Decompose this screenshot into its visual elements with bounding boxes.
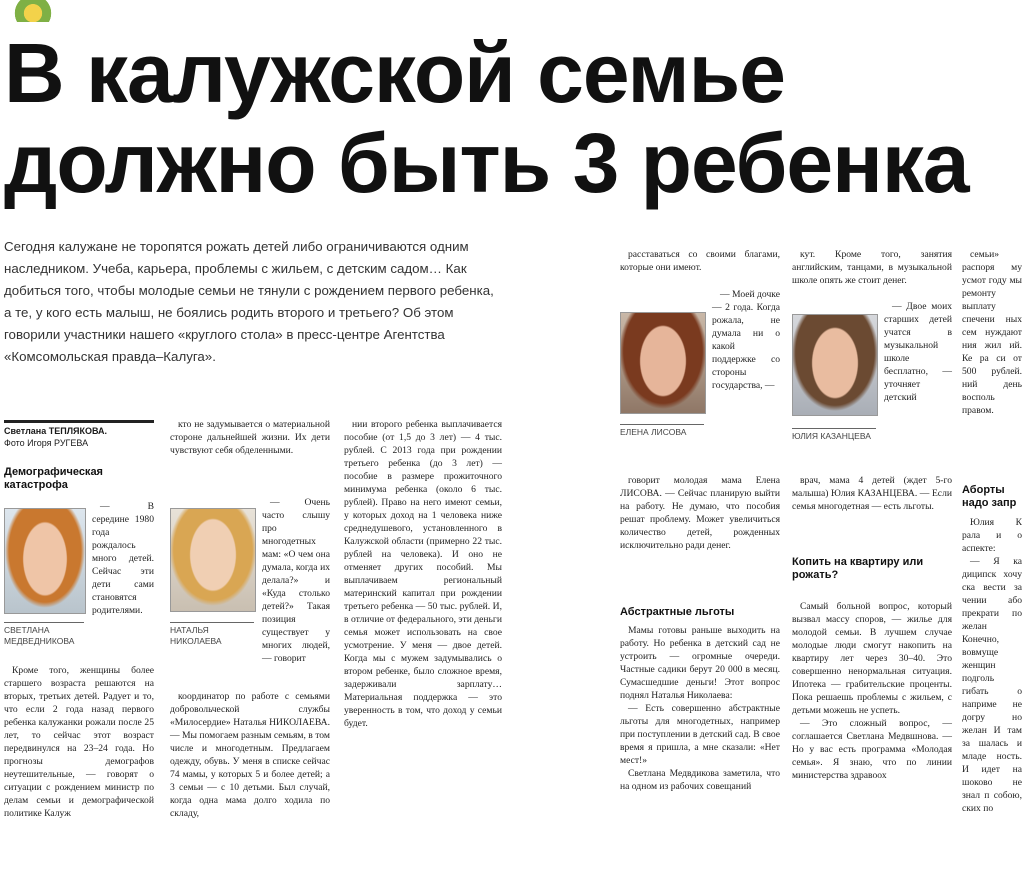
column-4-quote [712,288,780,392]
column-2-text [170,690,330,820]
paragraph: Мамы готовы раньше выходить на работу. Но ребенка в детский сад не устроить — огромные очереди. Частные садики берут 20 000 в месяц. Сумасшедшие деньги! Этот вопрос поднял Наталья Николаева: [620,625,780,701]
paragraph: кут. Кроме того, занятия английским, танцами, в музыкальной школе опять же стоит денег. [792,249,952,286]
paragraph: — Моей дочке — 2 года. Когда рожала, не думала ни о какой поддержке со стороны государства, — [712,289,780,391]
byline-photo-credit: Фото Игоря РУГЕВА [4,438,89,448]
section-heading-abortions: Аборты надо запр [962,484,1017,509]
column-5-top-text [792,248,952,287]
caption-kazantseva: ЮЛИЯ КАЗАНЦЕВА [792,428,876,442]
paragraph: — Очень часто слышу про многодетных мам: «О чем она думала, когда их делала?» и «Куда столько детей?» Такая позиция существует у многих людей, — говорит [262,497,330,664]
paragraph: расставаться со своими благами, которые они имеют. [620,249,780,273]
paragraph: — Я ка диципск хочу ска вести за чении або прекрати по желан Конечно, вовмуще женщин подголь гибать о наприме не догру но желан И там за шалась и младе ность. И идет на шоково не знал п собою, ских по [962,556,1022,814]
caption-medvednikova: СВЕТЛАНА МЕДВЕДНИКОВА [4,622,84,647]
column-4-middle-text [620,474,780,552]
paragraph: нии второго ребенка выплачивается пособие (от 1,5 до 3 лет) — 4 тыс. рублей. С 2013 года при рождении третьего ребенка (до 3 лет) — пособие в размере прожиточного минимума ребенка (около 6 тыс. рублей). Право на него имеют семьи, у которых доход на 1 человека ниже среднедушевого, установленного в Калужской области (примерно 22 тыс. рублей на человека). И оно не отменяет других пособий. Мы выплачиваем региональный материнский капитал при рождении третьего ребенка — 50 тыс. рублей. И, в отличие от федерального, эти деньги семья может использовать на свое усмотрение. У меня — двое детей. Когда мы с мужем задумывались о втором ребенке, было сложное время, задерживали зарплату… Материальная поддержка — это уверенность в том, что доход у семьи будет. [344,419,502,729]
paragraph: говорит молодая мама Елена ЛИСОВА. — Сейчас планирую выйти на работу. Не думаю, что пособия решат проблему. Может увеличиться количество детей, рожденных исключительно ради денег. [620,475,780,551]
headline-line-2: должно быть 3 ребенка [4,116,969,210]
photo-kazantseva [792,314,878,416]
paragraph: — Двое моих старших детей учатся в музыкальной школе бесплатно, — уточняет детский [884,301,952,403]
column-1-text [4,664,154,820]
column-4-top-text [620,248,780,274]
column-5-quote [884,300,952,404]
column-6-text [962,516,1022,815]
byline-author: Светлана ТЕПЛЯКОВА. [4,426,108,436]
paragraph: — В середине 1980 года рождалось много детей. Сейчас эти дети сами становятся родителями. [92,501,154,616]
section-heading-benefits: Абстрактные льготы [620,606,735,618]
headline-line-1: В калужской семье [4,26,785,120]
paragraph: Самый больной вопрос, который вызвал массу споров, — жилье для молодой семьи. В лучшем случае молодые люди смогут накопить на квартиру лет через 30–40. Это совершенно ненормальная ситуация. Ипотека — грабительские проценты. Пока решаешь проблемы с жильем, с детьми можешь не успеть. [792,601,952,716]
column-3-text [344,418,502,730]
photo-nikolaeva [170,508,256,612]
paragraph: семьи» распоря му усмот году мы ремонту выплату спечени ных сем нуждают ния жил ий. Ке ра си от 500 рублей. ний день восполь правом. [962,249,1022,416]
paragraph: — Есть совершенно абстрактные льготы для многодетных, например при поступлении в детский сад. В свое время я пришла, а мне сказали: «Нет мест!» [620,703,780,766]
column-5-middle-text [792,474,952,513]
caption-nikolaeva: НАТАЛЬЯ НИКОЛАЕВА [170,622,254,647]
photo-lisova [620,312,706,414]
column-2-top-text [170,418,330,457]
article-headline [4,28,1014,208]
column-5-bottom-text [792,600,952,782]
article-lead: Сегодня калужане не торопятся рожать детей либо ограничиваются одним наследником. Учеба, карьера, проблемы с жильем, с детским садом… Как добиться того, чтобы молодые семьи не тянули с рождением первого ребенка, а те, у кого есть малыш, не боялись родить второго и третьего? Об этом говорили участники нашего «круглого стола» в пресс-центре Агентства «Комсомольская правда–Калуга». [4,239,494,364]
newspaper-logo-icon [6,0,60,22]
paragraph: кто не задумывается о материальной стороне дальнейшей жизни. Их дети чувствуют себя обделенными. [170,419,330,456]
section-heading-savings: Копить на квартиру или рожать? [792,556,924,581]
paragraph: Кроме того, женщины более старшего возраста решаются на вторых, третьих детей. Радует и то, что если 2 года назад первого ребенка калужанки рожали после 25 лет, то сейчас этот возраст передвинулся на 23–24 года. Но прогнозы демографов неутешительные, — говорят о ситуации с рождением министр по делам семьи и демографической политике Калуж [4,665,154,819]
byline [4,420,154,449]
paragraph: врач, мама 4 детей (ждет 5-го малыша) Юлия КАЗАНЦЕВА. — Если семья многодетная — есть льготы. [792,475,952,512]
section-heading-demography: Демографическая катастрофа [4,466,103,491]
caption-lisova: ЕЛЕНА ЛИСОВА [620,424,704,438]
paragraph: координатор по работе с семьями добровольческой службы «Милосердие» Наталья НИКОЛАЕВА. — Мы помогаем разным семьям, в том числе и многодетным. Предлагаем одежду, обувь. У меня в списке сейчас 74 мамы, у которых 5 и более детей; а 3 семьи — с 10 детьми. Был случай, когда одна мама долго ходила по складу, [170,691,330,819]
photo-medvednikova [4,508,86,614]
paragraph: Светлана Медвдикова заметила, что на одном из рабочих совещаний [620,768,780,792]
paragraph: — Это сложный вопрос, — соглашается Светлана Медвшнова. — Но у вас есть программа «Молодая семья». Я знаю, что по линии министерства здравоох [792,718,952,781]
column-4-bottom-text [620,624,780,793]
column-6-top-text [962,248,1022,417]
paragraph: Юлия К рала и о аспекте: [962,517,1022,554]
column-2-quote [262,496,330,665]
column-1-top-text [92,500,154,617]
